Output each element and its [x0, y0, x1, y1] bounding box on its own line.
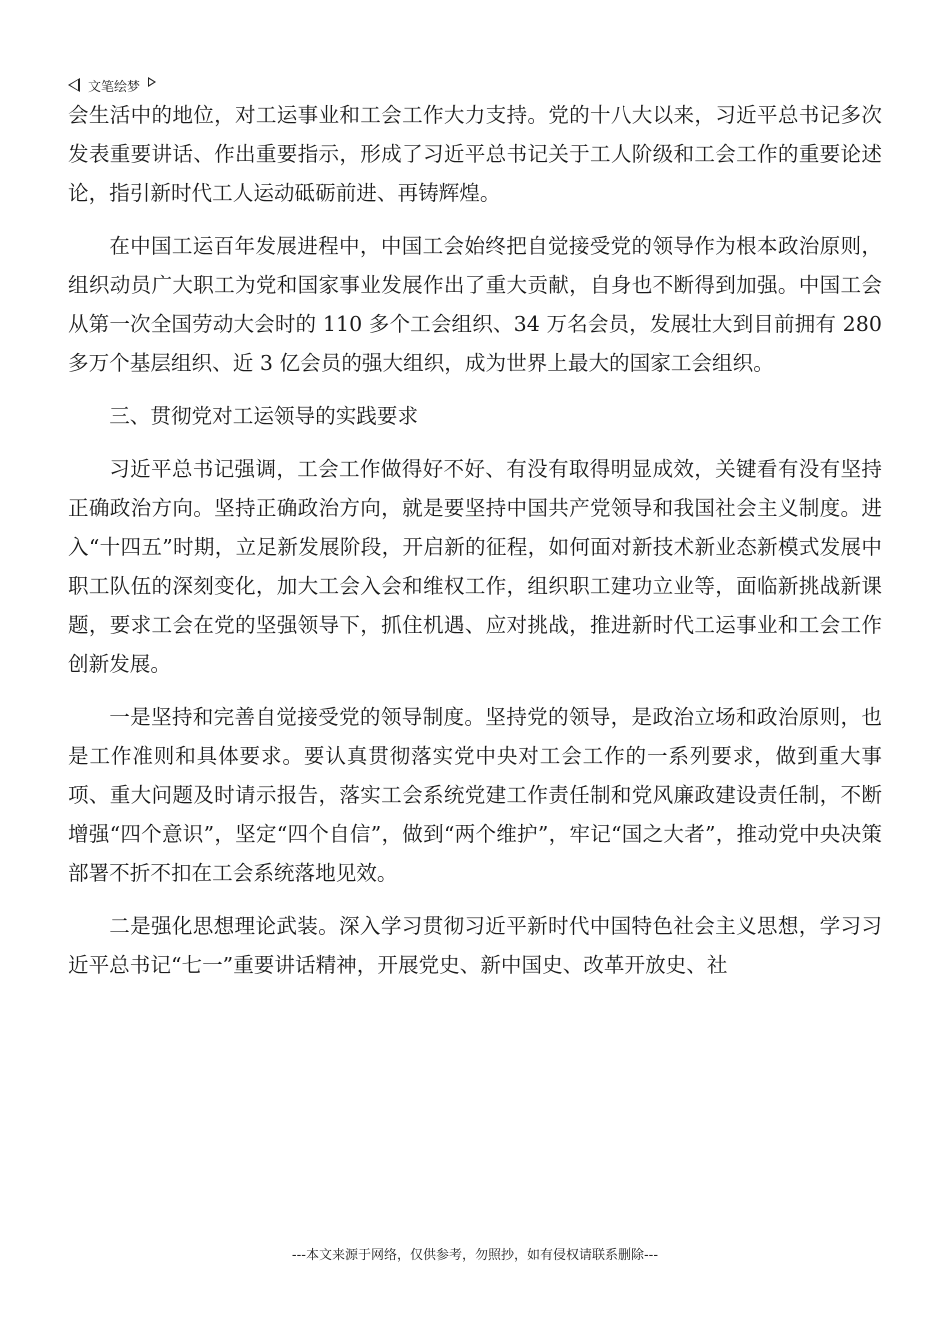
triangle-left-icon: [68, 78, 80, 92]
paragraph-continued: 会生活中的地位，对工运事业和工会工作大力支持。党的十八大以来，习近平总书记多次发表重要讲话、作出重要指示，形成了习近平总书记关于工人阶级和工会工作的重要论述论，指引新时代工人运动砥砺前进、再铸辉煌。: [68, 103, 882, 205]
header-logo-text: 文笔绘梦: [88, 79, 141, 95]
triangle-right-icon: [148, 77, 156, 87]
document-body: [68, 96, 882, 999]
paragraph: 一是坚持和完善自觉接受党的领导制度。坚持党的领导，是政治立场和政治原则，也是工作准则和具体要求。要认真贯彻落实党中央对工会工作的一系列要求，做到重大事项、重大问题及时请示报告，落实工会系统党建工作责任制和党风廉政建设责任制，不断增强“四个意识”，坚定“四个自信”，做到“两个维护”，牢记“国之大者”，推动党中央决策部署不折不扣在工会系统落地见效。: [68, 705, 882, 885]
section-heading: 三、贯彻党对工运领导的实践要求: [109, 404, 419, 428]
paragraph: 习近平总书记强调，工会工作做得好不好、有没有取得明显成效，关键看有没有坚持正确政治方向。坚持正确政治方向，就是要坚持中国共产党领导和我国社会主义制度。进入“十四五”时期，立足新发展阶段，开启新的征程，如何面对新技术新业态新模式发展中职工队伍的深刻变化，加大工会入会和维权工作，组织职工建功立业等，面临新挑战新课题，要求工会在党的坚强领导下，抓住机遇、应对挑战，推进新时代工运事业和工会工作创新发展。: [68, 457, 882, 676]
page-header: [68, 74, 156, 96]
paragraph: 二是强化思想理论武装。深入学习贯彻习近平新时代中国特色社会主义思想，学习习近平总书记“七一”重要讲话精神，开展党史、新中国史、改革开放史、社: [68, 914, 882, 977]
page-footer-disclaimer: ---本文来源于网络，仅供参考，勿照抄，如有侵权请联系删除---: [291, 1248, 659, 1263]
paragraph: 在中国工运百年发展进程中，中国工会始终把自觉接受党的领导作为根本政治原则，组织动员广大职工为党和国家事业发展作出了重大贡献，自身也不断得到加强。中国工会从第一次全国劳动大会时的 110 多个工会组织、34 万名会员，发展壮大到目前拥有 280 多万个基层组织、近 3 亿会员的强大组织，成为世界上最大的国家工会组织。: [68, 234, 882, 375]
